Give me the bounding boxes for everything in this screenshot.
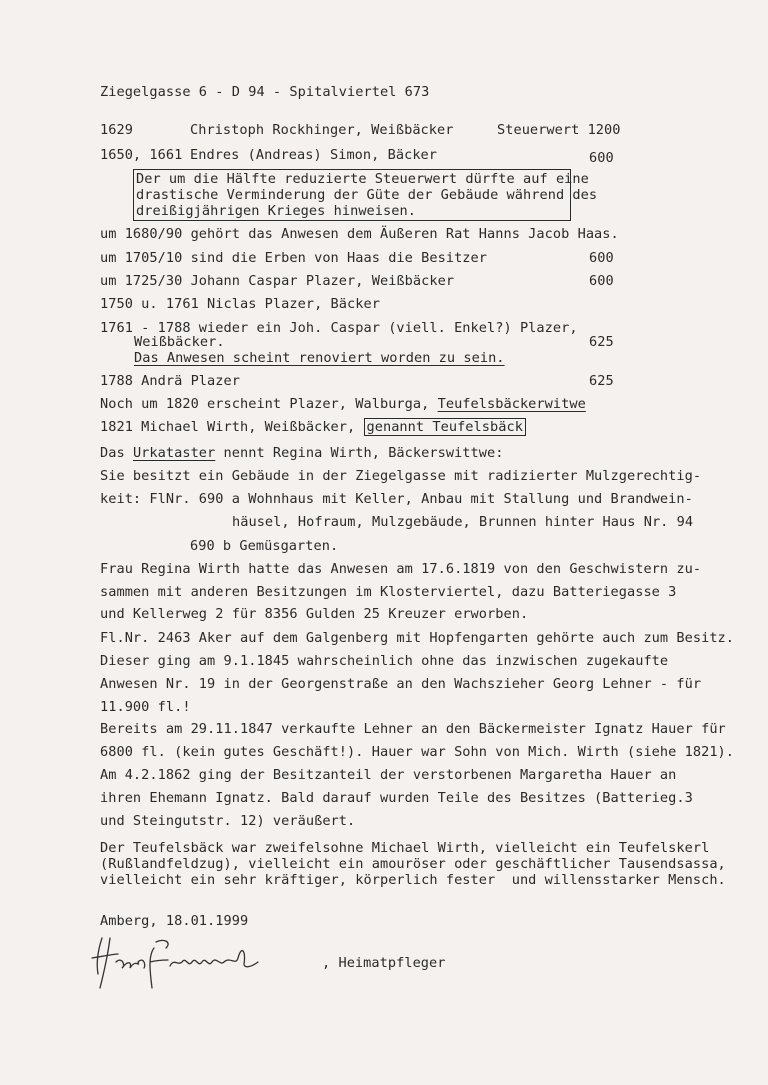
entry-line: 1750 u. 1761 Niclas Plazer, Bäcker (100, 296, 380, 312)
paragraph-line: sammen mit anderen Besitzungen im Klosterviertel, dazu Batteriegasse 3 (100, 584, 677, 600)
entry-line: um 1705/10 sind die Erben von Haas die Besitzer (100, 250, 488, 266)
paragraph-line: (Rußlandfeldzug), vielleicht ein amouröser oder geschäftlicher Tausendsassa, (100, 856, 726, 872)
paragraph-line: 690 b Gemüsgarten. (190, 538, 339, 554)
paragraph-line: 6800 fl. (kein gutes Geschäft!). Hauer war Sohn von Mich. Wirth (siehe 1821). (100, 744, 735, 760)
entry-line: um 1725/30 Johann Caspar Plazer, Weißbäcker (100, 273, 455, 289)
paragraph-line: Am 4.2.1862 ging der Besitzanteil der verstorbenen Margaretha Hauer an (100, 767, 677, 783)
entry-line (100, 419, 526, 435)
paragraph-line: und Steingutstr. 12) veräußert. (100, 813, 356, 829)
entry-text: nennt Regina Wirth, Bäckerswittwe: (215, 445, 504, 461)
note-line: dreißigjährigen Krieges hinweisen. (136, 203, 416, 219)
paragraph-line: häusel, Hofraum, Mulzgebäude, Brunnen hinter Haus Nr. 94 (232, 514, 694, 530)
paragraph-line: 11.900 fl.! (100, 699, 191, 715)
underlined-term: Urkataster (132, 445, 216, 461)
place-date: Amberg, 18.01.1999 (100, 913, 249, 929)
paragraph-line: Bereits am 29.11.1847 verkaufte Lehner an den Bäckermeister Ignatz Hauer für (100, 721, 726, 737)
handwritten-signature (88, 932, 273, 992)
entry-line: um 1680/90 gehört das Anwesen dem Äußeren Rat Hanns Jacob Haas. (100, 226, 619, 242)
paragraph-line: vielleicht ein sehr kräftiger, körperlich fester und willensstarker Mensch. (100, 872, 726, 888)
entry-date: 1650, 1661 (100, 147, 183, 163)
note-line: Der um die Hälfte reduzierte Steuerwert dürfte auf eine (136, 171, 589, 187)
entry-value: 600 (589, 273, 614, 289)
entry-text: Endres (Andreas) Simon, Bäcker (190, 147, 438, 163)
paragraph-line: Dieser ging am 9.1.1845 wahrscheinlich ohne das inzwischen zugekaufte (100, 653, 669, 669)
entry-value: 600 (589, 250, 614, 266)
note-line: drastische Verminderung der Güte der Gebäude während des (136, 187, 598, 203)
underlined-term: Teufelsbäckerwitwe (437, 396, 586, 412)
entry-line: 1761 - 1788 wieder ein Joh. Caspar (viell. Enkel?) Plazer, (100, 320, 578, 336)
entry-value: 625 (589, 334, 614, 350)
boxed-term: genannt Teufelsbäck (364, 418, 526, 436)
paragraph-line: ihren Ehemann Ignatz. Bald darauf wurden Teile des Besitzes (Batterieg.3 (100, 790, 693, 806)
entry-text: Christoph Rockhinger, Weißbäcker (190, 122, 454, 138)
paragraph-line: Fl.Nr. 2463 Aker auf dem Galgenberg mit Hopfengarten gehörte auch zum Besitz. (100, 630, 735, 646)
document-heading: Ziegelgasse 6 - D 94 - Spitalviertel 673 (100, 84, 430, 100)
entry-line (100, 396, 586, 412)
entry-text: Das (100, 445, 133, 461)
entry-text: 1821 Michael Wirth, Weißbäcker, (100, 419, 364, 435)
entry-line: Weißbäcker. (134, 334, 225, 350)
paragraph-line: Der Teufelsbäck war zweifelsohne Michael Wirth, vielleicht ein Teufelskerl (100, 840, 710, 856)
paragraph-line: Anwesen Nr. 19 in der Georgenstraße an den Wachszieher Georg Lehner - für (100, 676, 702, 692)
paragraph-line: keit: FlNr. 690 a Wohnhaus mit Keller, Anbau mit Stallung und Brandwein- (100, 491, 693, 507)
paragraph-line: Sie besitzt ein Gebäude in der Ziegelgasse mit radizierter Mulzgerechtig- (100, 468, 702, 484)
paragraph-line: und Kellerweg 2 für 8356 Gulden 25 Kreuzer erworben. (100, 606, 529, 622)
signatory-role: , Heimatpfleger (322, 955, 446, 971)
entry-line (100, 445, 503, 461)
entry-value: Steuerwert 1200 (497, 122, 621, 138)
entry-value: 600 (589, 150, 614, 166)
paragraph-line: Frau Regina Wirth hatte das Anwesen am 17.6.1819 von den Geschwistern zu- (100, 561, 702, 577)
renovation-note: Das Anwesen scheint renoviert worden zu sein. (134, 350, 505, 366)
entry-line: 1788 Andrä Plazer (100, 373, 240, 389)
entry-text: Noch um 1820 erscheint Plazer, Walburga, (100, 396, 438, 412)
entry-date: 1629 (100, 122, 133, 138)
entry-value: 625 (589, 373, 614, 389)
